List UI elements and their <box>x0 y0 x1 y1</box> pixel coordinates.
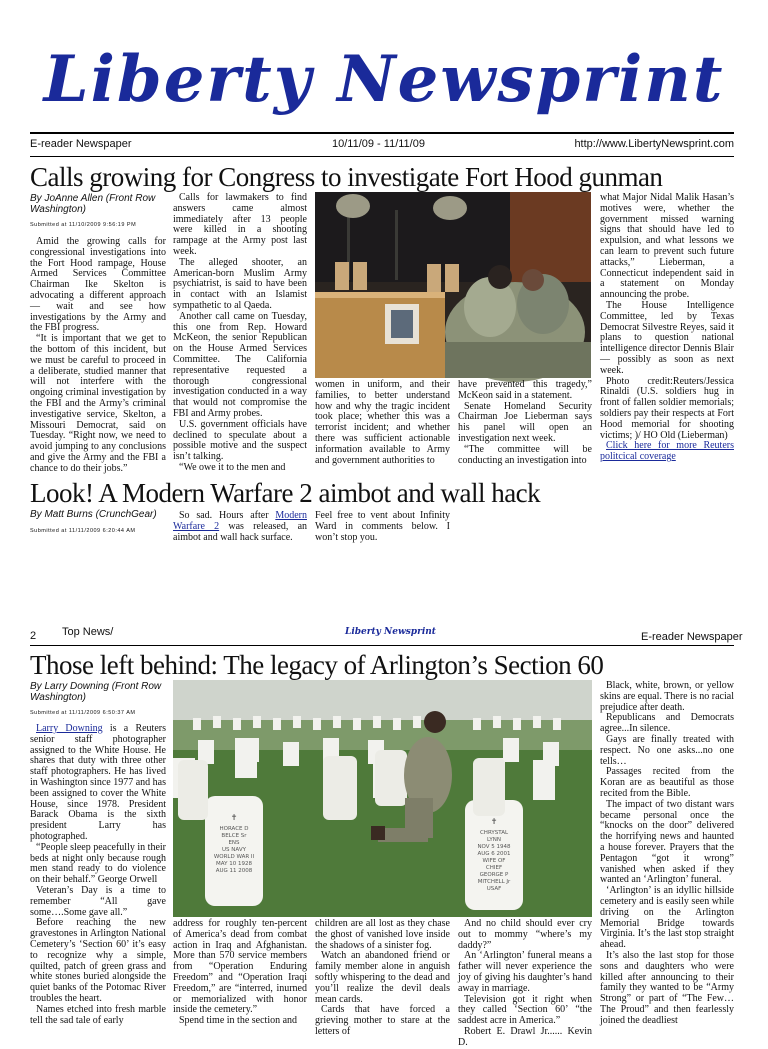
article3-col4 <box>458 918 592 1048</box>
article1-col3 <box>315 380 450 470</box>
article1-col2 <box>173 193 307 477</box>
paragraph: Photo credit:Reuters/Jessica Rinaldi (U.S. soldiers hug in front of fallen soldier memorials; soldiers pay their respects at Fort Hood memorial for shooting victims; )/ HO Old (Lieberman) <box>600 375 734 441</box>
article2-col2 <box>315 511 450 547</box>
article2-submitted: Submitted at 11/11/2009 6:20:44 AM <box>30 528 136 534</box>
paragraph: Senate Homeland Security Chairman Joe Lieberman says his panel will open an investigation next week. <box>458 400 592 444</box>
paragraph: It’s also the last stop for those sons and daughters who were killed after announcing to their family they wanted to be “Army Strong” or part of “The Few…The Proud” and then fearlessly joined the deadliest <box>600 949 734 1026</box>
article1-col4 <box>458 380 592 470</box>
svg-text:✝: ✝ <box>490 817 498 826</box>
page2-rule <box>30 645 734 646</box>
svg-text:✝: ✝ <box>230 813 238 822</box>
paragraph: Spend time in the section and <box>179 1015 298 1027</box>
paragraph: Gays are finally treated with respect. No one asks...no one tells… <box>600 733 734 767</box>
section-label[interactable]: Top News/ <box>62 626 114 638</box>
top-rule <box>30 132 734 134</box>
paragraph: Cards that have forced a grieving mother to stare at the letters of <box>315 1004 450 1037</box>
article2-col1 <box>173 511 307 547</box>
paragraph: Passages recited from the Koran are as beautiful as those recited from the Bible. <box>600 766 734 799</box>
article2-byline: By Matt Burns (CrunchGear) <box>30 509 157 520</box>
masthead <box>0 40 768 120</box>
paragraph: Another call came on Tuesday, this one from Rep. Howard McKeon, the senior Republican on the House Armed Services Committee. The California representative requested a thorough congressional investigation conducted in a way that would not compromise the FBI and Army probes. <box>173 310 307 419</box>
paragraph: An ‘Arlington’ funeral means a father will never experience the joy of giving his daughter’s hand away in marriage. <box>458 950 592 994</box>
arlington-section-60-photo <box>173 680 592 917</box>
paragraph: Television got it right when they called ‘Section 60’ “the saddest acre in America.” <box>458 993 592 1027</box>
page-number: 2 <box>30 630 37 642</box>
info-rule <box>30 156 734 157</box>
info-url[interactable]: http://www.LibertyNewsprint.com <box>574 138 734 150</box>
fort-hood-memorial-photo <box>315 192 591 378</box>
article2-text-b: was released, an aimbot and wall hack surface. <box>173 520 308 543</box>
paragraph: have prevented this tragedy,” McKeon said in a statement. <box>458 379 592 401</box>
article3-headline[interactable]: Those left behind: The legacy of Arlington’s Section 60 <box>30 650 604 680</box>
reuters-politics-link[interactable]: Click here for more Reuters politcical coverage <box>600 440 734 463</box>
article2-headline[interactable]: Look! A Modern Warfare 2 aimbot and wall hack <box>30 478 541 508</box>
paragraph: The alleged shooter, an American-born Muslim Army psychiatrist, is said to have been in contact with an Islamist sympathetic to al Qaeda. <box>173 256 307 311</box>
article1-col1 <box>30 237 166 477</box>
paragraph: what Major Nidal Malik Hasan’s motives were, whether the government missed warning signs that should have led to expulsion, and what lessons we can learn to prevent such future attacks,” Lieberman, a Connecticut independent said in a statement on Monday announcing the probe. <box>600 192 734 301</box>
paragraph: Names etched into fresh marble tell the sad tale of early <box>30 1003 166 1026</box>
paragraph: Republicans and Democrats agree...In silence. <box>600 712 734 735</box>
paragraph: address for roughly ten-percent of America’s dead from combat action in Iraq and Afghanistan. More than 570 service members from “Operation Enduring Freedom” and “Operation Iraqi Freedom,” are “interred, inurned or memorialized with honor inside the cemetery.” <box>173 918 307 1016</box>
article3-col1 <box>30 724 166 1024</box>
info-date: 10/11/09 - 11/11/09 <box>332 138 425 150</box>
paragraph: “We owe it to the men and <box>179 461 286 473</box>
article3-col2 <box>173 918 307 1027</box>
paragraph: Calls for lawmakers to find answers came almost immediately after 13 people were killed in a shooting rampage at the Army post last week. <box>173 192 307 257</box>
article3-submitted: Submitted at 11/11/2009 6:50:37 AM <box>30 710 136 716</box>
article3-col3 <box>315 918 450 1037</box>
article2-text-a: So sad. Hours after <box>179 510 269 521</box>
article3-byline: By Larry Downing (Front Row Washington) <box>30 681 162 703</box>
article1-col5 <box>600 192 734 463</box>
article3-col5 <box>600 681 734 1024</box>
article1-headline[interactable]: Calls growing for Congress to investigate Fort Hood gunman <box>30 162 663 192</box>
paragraph: ‘Arlington’ is an idyllic hillside cemetery and is easily seen while driving on the Arlington Memorial Bridge towards Virginia. It’s the last stop straight ahead. <box>600 885 734 951</box>
paragraph: children are all lost as they chase the ghost of vanished love inside the shadows of a sinister fog. <box>315 918 450 951</box>
paragraph: The House Intelligence Committee, led by Texas Democrat Silvestre Reyes, said it plans to question national intelligence director Dennis Blair — possibly as soon as next week. <box>600 299 734 376</box>
paragraph: Watch an abandoned friend or family member alone in anguish softly whispering to the dead and you’ll realize the devil deals mean cards. <box>315 950 450 1005</box>
paragraph: Robert E. Drawl Jr...... Kevin D. <box>458 1025 592 1048</box>
paragraph: Black, white, brown, or yellow skins are equal. There is no racial prejudice after death. <box>600 680 734 713</box>
info-edition: E-reader Newspaper <box>30 138 132 150</box>
footer-edition: E-reader Newspaper <box>641 631 743 643</box>
footer-logo: Liberty Newsprint <box>345 627 436 637</box>
masthead-title: Liberty Newsprint <box>43 42 725 117</box>
paragraph: Feel free to vent about Infinity Ward in comments below. I won’t stop you. <box>315 510 450 543</box>
stone-inscription-right: CHRYSTAL LYNN NOV 5 1948 AUG 6 2001 WIFE OF CHIEF GEORGE P MITCHELL Jr USAF <box>477 830 511 892</box>
stone-inscription-left: HORACE D BELCE Sr ENS US NAVY WORLD WAR II MAY 10 1928 AUG 11 2008 <box>213 826 255 874</box>
info-bar <box>30 138 734 154</box>
article1-byline: By JoAnne Allen (Front Row Washington) <box>30 193 156 215</box>
paragraph: Veteran’s Day is a time to remember “All gave some….Some gave all.” <box>30 884 166 918</box>
paragraph: women in uniform, and their families, to better understand how and why the tragic incident took place; whether this was a terrorist incident; and whether there was sufficient actionable information available to Army and government authorities to <box>315 379 450 466</box>
paragraph: “The committee will be conducting an investigation into <box>458 443 592 466</box>
modern-warfare-link[interactable]: Modern Warfare 2 <box>173 510 307 532</box>
paragraph: Before reaching the new gravestones in Arlington National Cemetery’s ‘Section 60’ it’s easy to recognize why a simple, quilted, patch of green grass and white stones buried alongside the quiet banks of the Potomac River troubles the heart. <box>30 917 166 1004</box>
article3-intro: is a Reuters senior staff photographer assigned to the White House. He shares that duty with three other staff photographers. He has lived in Washington since 1977 and has been assigned to cover the White House, since 1978. President Barack Obama is the sixth president Larry has photographed. <box>30 723 166 842</box>
paragraph: “People sleep peacefully in their beds at night only because rough men stand ready to do violence on their behalf.” George Orwell <box>30 841 166 886</box>
paragraph: Amid the growing calls for congressional investigations into the Fort Hood rampage, House Armed Services Committee Chairman Ike Skelton is advocating a different approach — wait and see how investigations by the Army and the FBI progress. <box>30 236 166 334</box>
paragraph: And no child should ever cry out to mommy “where’s my daddy?” <box>458 918 592 951</box>
article1-submitted: Submitted at 11/10/2009 9:56:19 PM <box>30 222 137 228</box>
paragraph: The impact of two distant wars became personal once the “knocks on the door” delivered the horrifying news and haunted a house forever. Prayers that the Pentagon “got it wrong” vanished when asked if they wanted an ‘Arlington’ funeral. <box>600 798 734 886</box>
paragraph: U.S. government officials have declined to speculate about a possible motive and the suspect isn’t talking. <box>173 418 307 463</box>
larry-downing-link[interactable]: Larry Downing <box>36 723 103 734</box>
paragraph: “It is important that we get to the bottom of this incident, but we must be careful to proceed in a deliberate, studied manner that will not interfere with the ongoing criminal investigation by the FBI and the Army’s criminal investigative service, Skelton, a Missouri Democrat, said on Tuesday. “Right now, we need to avoid jumping to any conclusions and give the Army and the FBI a chance to do their jobs.” <box>30 333 166 474</box>
